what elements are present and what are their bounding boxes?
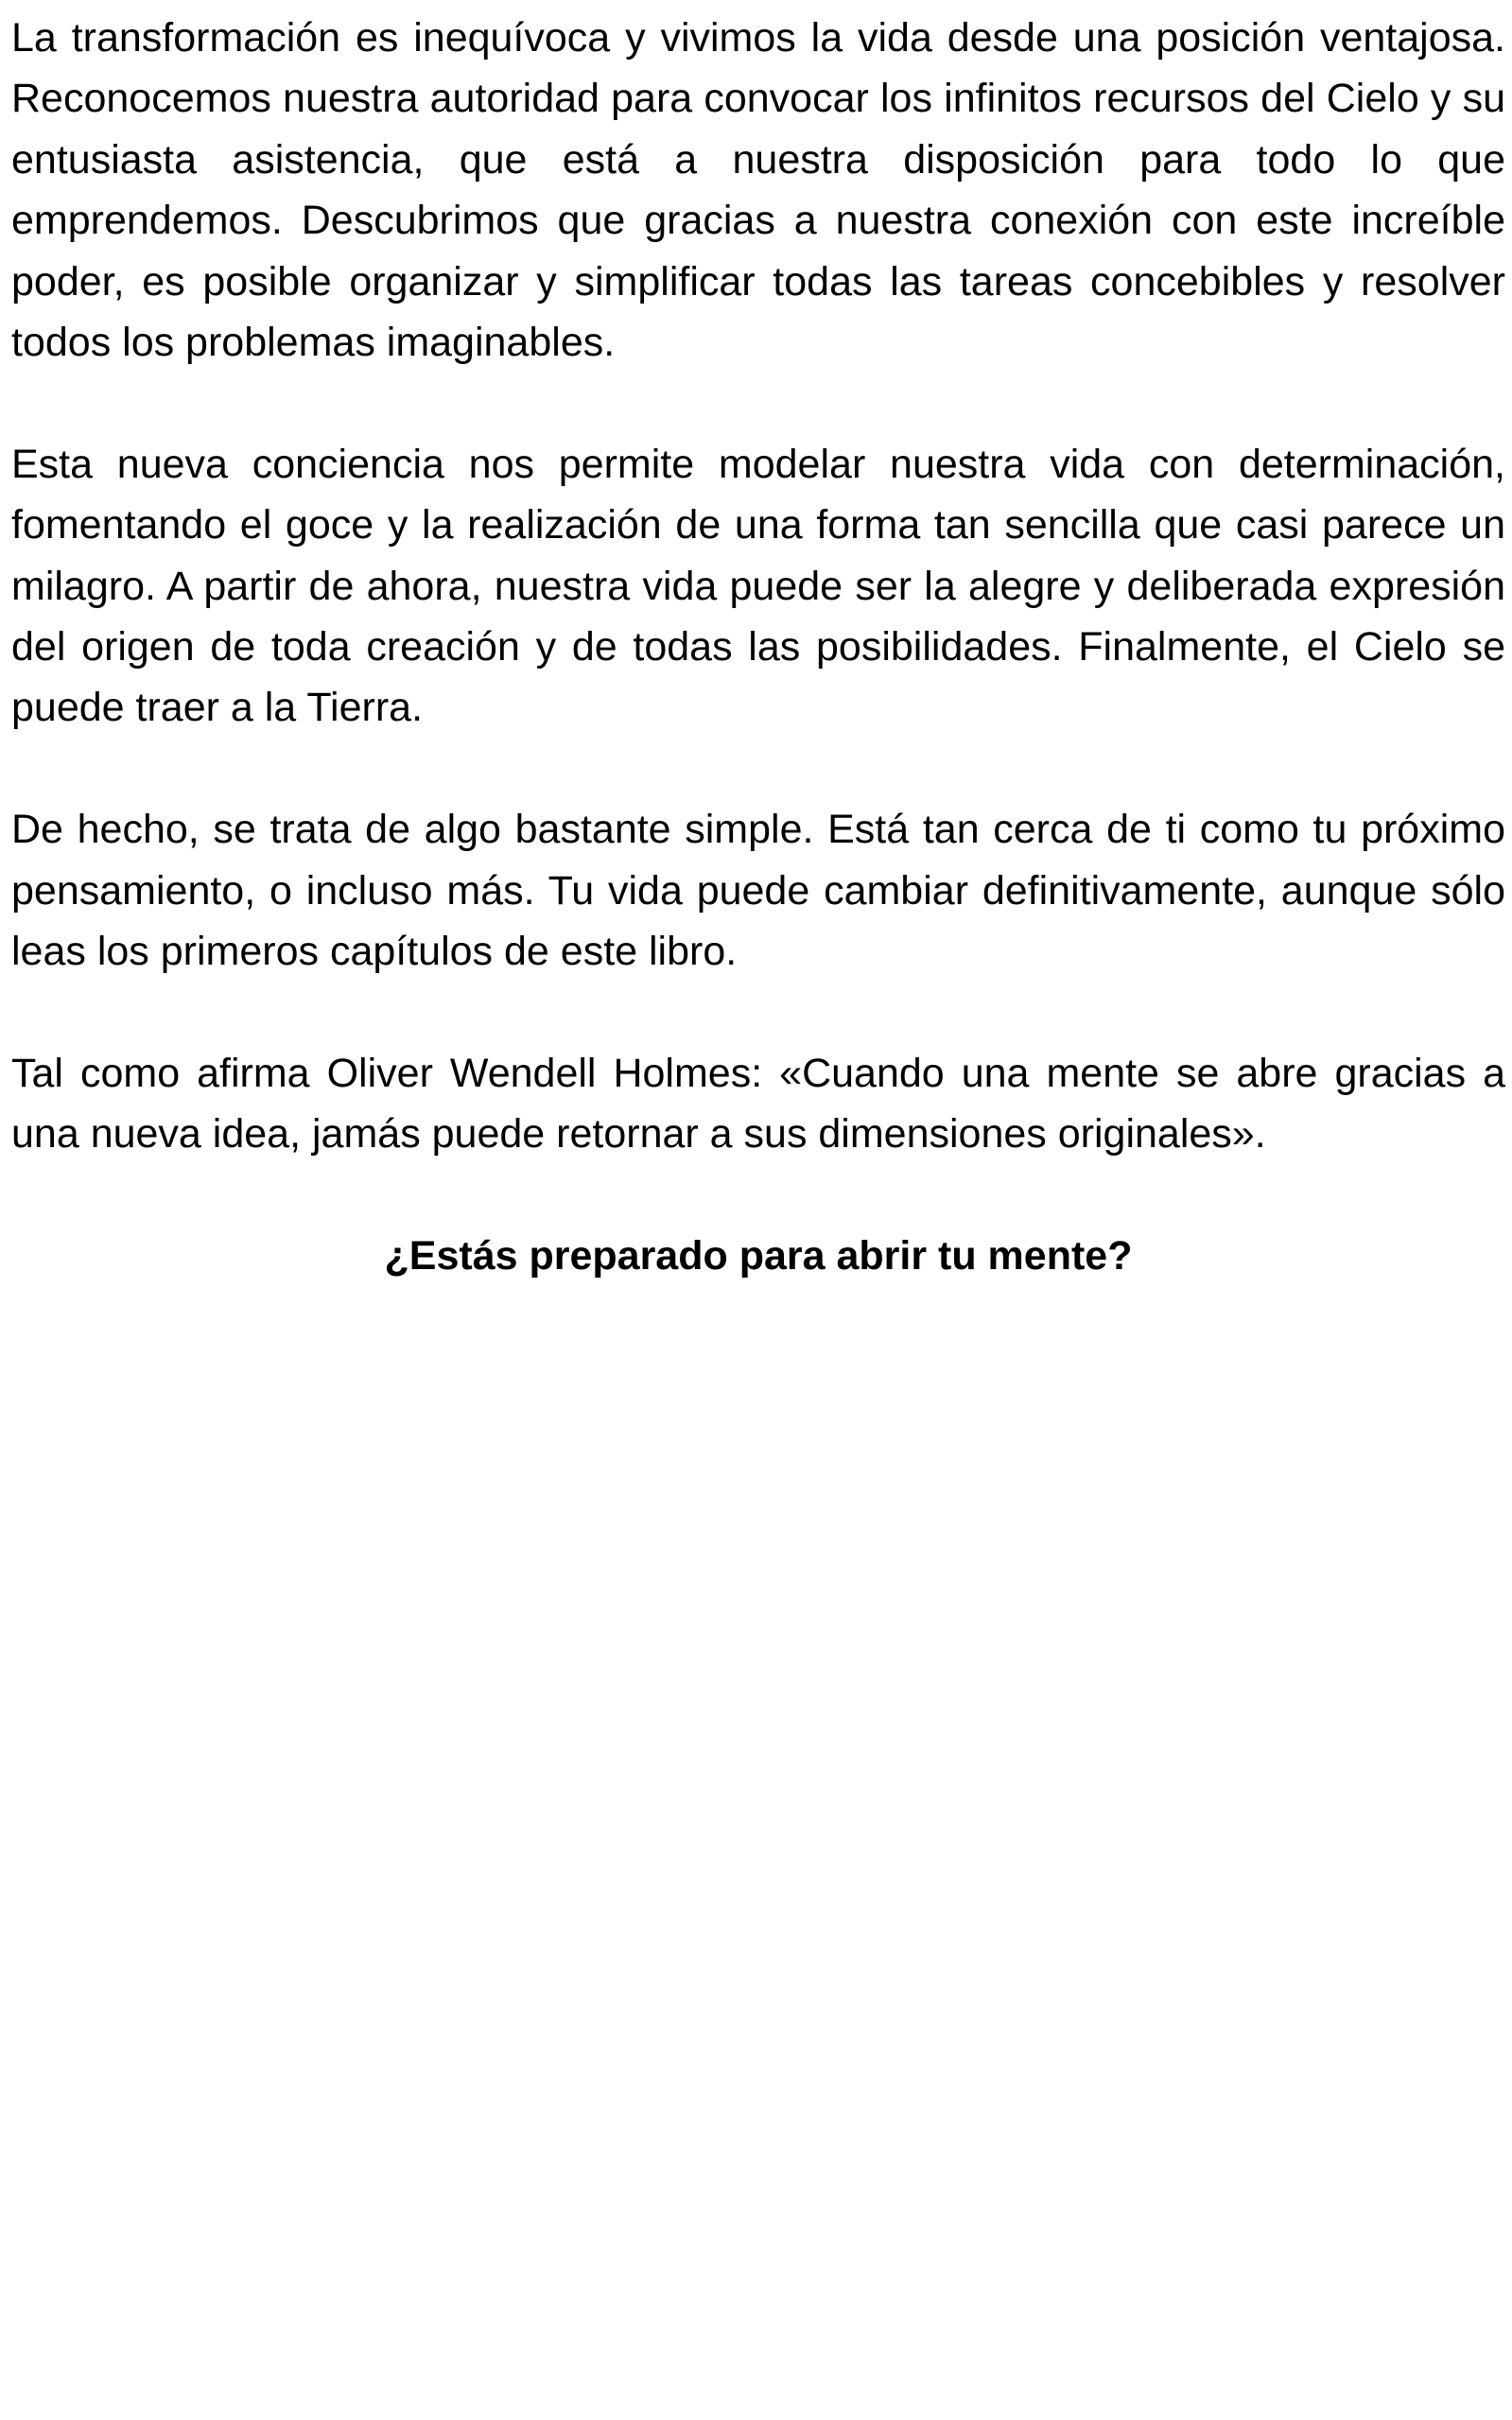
paragraph-holmes-quote: Tal como afirma Oliver Wendell Holmes: «Cuando una mente se abre gracias a una nueva idea, jamás puede retornar a sus dimensiones originales». bbox=[11, 1050, 1505, 1158]
paragraph-new-awareness: Esta nueva conciencia nos permite modelar nuestra vida con determinación, fomentando el goce y la realización de una forma tan sencilla que casi parece un milagro. A partir de ahora, nuestra vida puede ser la alegre y deliberada expresión del origen de toda creación y de todas las posibilidades. Finalmente, el Cielo se puede traer a la Tierra. bbox=[11, 441, 1505, 731]
paragraph-transformation: La transformación es inequívoca y vivimos la vida desde una posición ventajosa. Reconocemos nuestra autoridad para convocar los infinitos recursos del Cielo y su entusiasta asistencia, que está a nuestra disposición para todo lo que emprendemos. Descubrimos que gracias a nuestra conexión con este increíble poder, es posible organizar y simplificar todas las tareas concebibles y resolver todos los problemas imaginables. bbox=[11, 15, 1505, 366]
paragraph-simple-fact: De hecho, se trata de algo bastante simple. Está tan cerca de ti como tu próximo pensamiento, o incluso más. Tu vida puede cambiar definitivamente, aunque sólo leas los primeros capítulos de este libro. bbox=[11, 807, 1505, 975]
document-page bbox=[11, 8, 1505, 1286]
closing-question: ¿Estás preparado para abrir tu mente? bbox=[384, 1233, 1133, 1280]
